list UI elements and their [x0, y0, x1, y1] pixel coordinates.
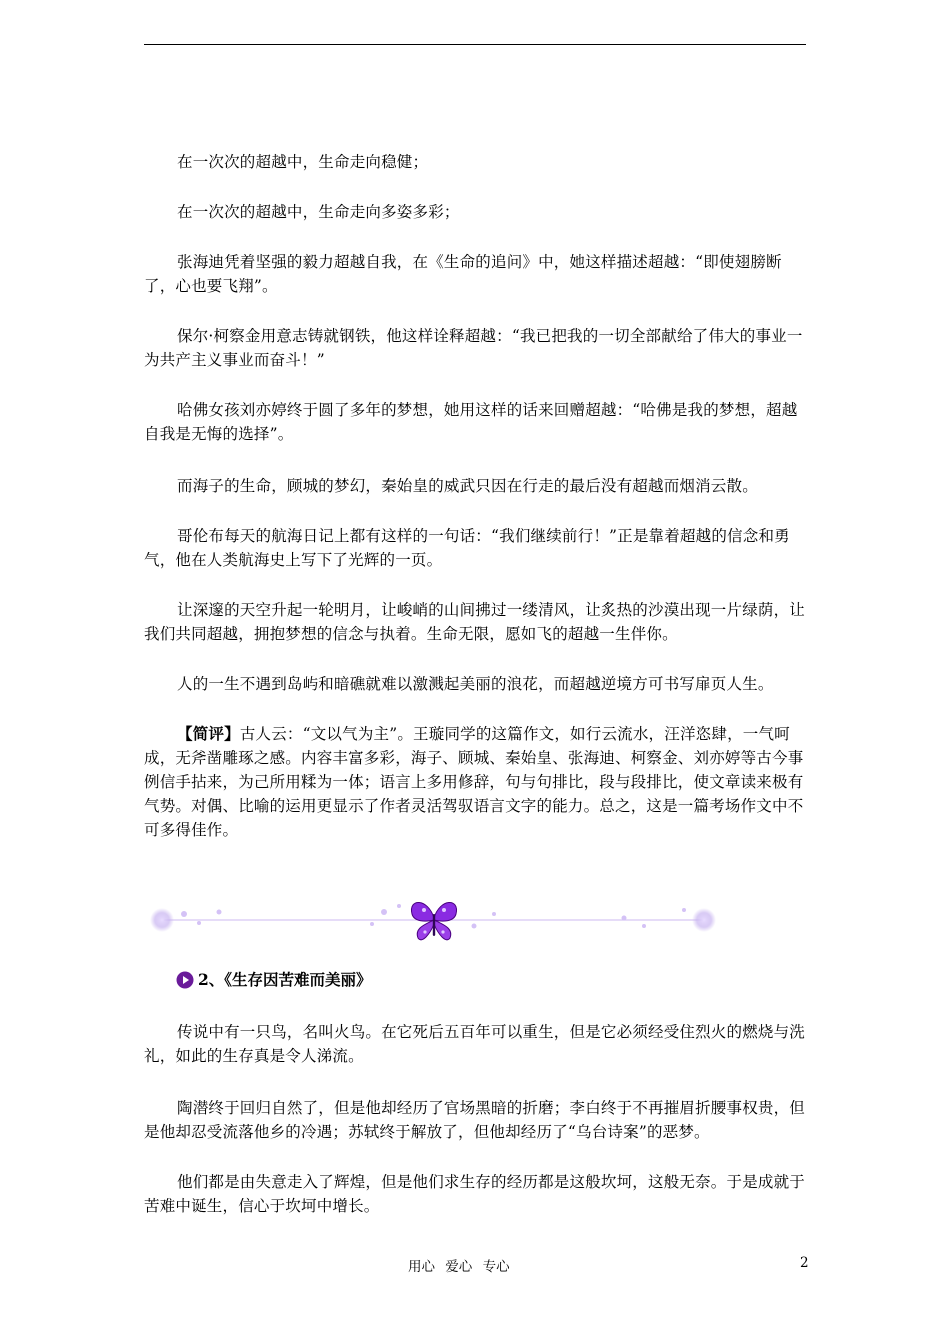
paragraph: 在一次次的超越中，生命走向稳健； — [177, 153, 429, 171]
header-rule — [144, 44, 806, 45]
sparkle-icon — [397, 904, 401, 908]
paragraph: 人的一生不遇到岛屿和暗礁就难以激溅起美丽的浪花，而超越逆境方可书写扉页人生。 — [177, 675, 774, 693]
sparkle-icon — [682, 908, 686, 912]
page-number: 2 — [800, 1255, 809, 1271]
butterfly-icon — [411, 902, 456, 939]
paragraph: 哈佛女孩刘亦婷终于圆了多年的梦想，她用这样的话来回赠超越：“哈佛是我的梦想，超越自我是无悔的选择”。 — [144, 401, 798, 443]
play-icon — [176, 971, 194, 989]
section-heading-text: 2、《生存因苦难而美丽》 — [198, 970, 372, 989]
sparkle-icon — [692, 908, 716, 932]
paragraph: 张海迪凭着坚强的毅力超越自我，在《生命的追问》中，她这样描述超越：“即使翅膀断了，心也要飞翔”。 — [144, 253, 782, 295]
paragraph: 传说中有一只鸟，名叫火鸟。在它死后五百年可以重生，但是它必须经受住烈火的燃烧与洗礼，如此的生存真是令人涕流。 — [144, 1023, 806, 1065]
paragraph: 而海子的生命，顾城的梦幻，秦始皇的威武只因在行走的最后没有超越而烟消云散。 — [177, 477, 758, 495]
sparkle-icon — [150, 908, 174, 932]
paragraph: 在一次次的超越中，生命走向多姿多彩； — [177, 203, 460, 221]
sparkle-icon — [181, 911, 187, 917]
sparkle-icon — [370, 922, 374, 926]
butterfly-divider — [144, 890, 724, 950]
review-label: 【简评】 — [177, 724, 240, 743]
paragraph: 陶潜终于回归自然了，但是他却经历了官场黑暗的折磨；李白终于不再摧眉折腰事权贵，但是他却忍受流落他乡的冷遇；苏轼终于解放了，但他却经历了“乌台诗案”的恶梦。 — [144, 1099, 806, 1141]
paragraph: 哥伦布每天的航海日记上都有这样的一句话：“我们继续前行！”正是靠着超越的信念和勇气，他在人类航海史上写下了光辉的一页。 — [144, 527, 790, 569]
footer-text: 用心 爱心 专心 — [408, 1259, 510, 1275]
paragraph: 保尔·柯察金用意志铸就钢铁，他这样诠释超越：“我已把我的一切全部献给了伟大的事业一为共产主义事业而奋斗！” — [144, 327, 803, 369]
sparkle-icon — [472, 924, 477, 929]
sparkle-icon — [197, 921, 201, 925]
sparkle-icon — [381, 909, 387, 915]
sparkle-icon — [642, 924, 646, 928]
review-text: 古人云：“文以气为主”。王璇同学的这篇作文，如行云流水，汪洋恣肆，一气呵成，无斧凿雕琢之感。内容丰富多彩，海子、顾城、秦始皇、张海迪、柯察金、刘亦婷等古今事例信手拈来，为己所用糅为一体；语言上多用修辞，句与句排比，段与段排比，使文章读来极有气势。对偶、比喻的运用更显示了作者灵活驾驭语言文字的能力。总之，这是一篇考场作文中不可多得佳作。 — [144, 725, 804, 839]
sparkle-icon — [622, 916, 627, 921]
paragraph: 让深邃的天空升起一轮明月，让峻峭的山间拂过一缕清风，让炙热的沙漠出现一片绿荫，让我们共同超越，拥抱梦想的信念与执着。生命无限，愿如飞的超越一生伴你。 — [144, 601, 806, 643]
section-heading — [176, 968, 372, 992]
paragraph: 他们都是由失意走入了辉煌，但是他们求生存的经历都是这般坎坷，这般无奈。于是成就于苦难中诞生，信心于坎坷中增长。 — [144, 1173, 806, 1215]
sparkle-icon — [217, 910, 222, 915]
review-paragraph — [144, 722, 809, 842]
sparkle-icon — [492, 912, 496, 916]
